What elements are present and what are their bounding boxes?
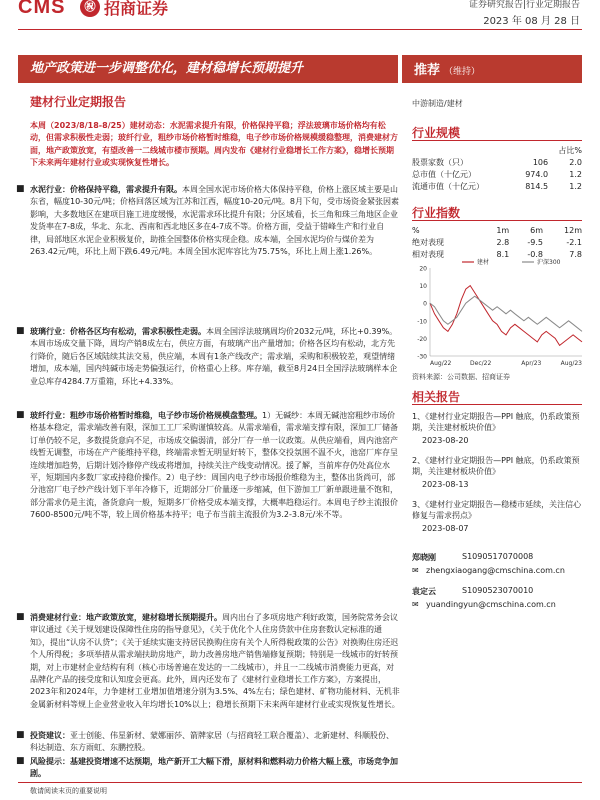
analyst-email-2[interactable]: yuandingyun@cmschina.com.cn: [426, 600, 556, 609]
y-tick-label: 10: [419, 283, 427, 291]
related-report-2[interactable]: 2、《建材行业定期报告—PPI 触底，仍系政策预期，关注建材板块价值》: [412, 456, 580, 476]
y-tick-label: 20: [419, 265, 427, 273]
table-row: 股票家数（只） 106 2.0: [412, 157, 582, 167]
table-row: 绝对表现 2.8 -9.5 -2.1: [412, 237, 582, 247]
footer-note: 敬请阅读末页的重要说明: [30, 787, 107, 795]
logo-cn: 招商证券: [104, 0, 169, 18]
y-tick-label: -10: [417, 318, 427, 326]
section-title-related: 相关报告: [412, 390, 461, 404]
section-divider: [412, 404, 582, 405]
analyst-email-1[interactable]: zhengxiaogang@cmschina.com.cn: [426, 566, 565, 575]
table-row: 总市值（十亿元） 974.0 1.2: [412, 169, 582, 179]
report-date: 2023 年 08 月 28 日: [483, 16, 580, 27]
related-date-2: 2023-08-13: [422, 480, 469, 489]
paragraph-cement: 水泥行业：价格保持平稳，需求提升有限。本周全国水泥市场价格大体保持平稳，价格上涨区域主要是山东省，幅度10-30元/吨；价格回落区域为江苏和江西，幅度10-20元/吨。8月下旬，受市场资金紧张因素影响，大多数地区在建项目施工进度缓慢，水泥需求环比提升有限；分区域看，长三角和珠三角地区企业发货率在7-8成，华北、东北、西南和西北地区多在4-7成不等。价格方面，受益于错峰生产和行业自律，局部地区水泥企业积极复价，助推全国整体价格实现企稳。成本端，全国水泥均价与煤价差为263.42元/吨，环比上周下跌6.49元/吨。本周全国水泥库容比为75.75%，环比上周上涨1.26%。: [30, 185, 399, 257]
analyst-id-2: S1090523070010: [462, 586, 534, 595]
section-title-scale: 行业规模: [412, 126, 461, 140]
related-date-3: 2023-08-07: [422, 524, 469, 533]
bullet-icon: ■: [16, 612, 25, 622]
report-type: 证券研究报告|行业定期报告: [468, 0, 580, 10]
company-logo: [18, 0, 168, 20]
related-report-3[interactable]: 3、《建材行业定期报告—稳楼市延续，关注信心修复与需求拐点》: [412, 500, 582, 520]
scale-table: 占比% 股票家数（只） 106 2.0 总市值（十亿元） 974.0 1.2 流通市值（十亿元） 814.5 1.2: [412, 145, 582, 191]
x-tick-label: Apr/23: [521, 360, 542, 367]
y-tick-label: 0: [423, 300, 427, 308]
bullet-icon: ■: [16, 326, 25, 336]
bullet-icon: ■: [16, 756, 25, 766]
paragraph-glass: 玻璃行业：价格各区均有松动，需求积极性走弱。本周全国浮法玻璃周均价2032元/吨，环比+0.39%。本周市场成交量下降，周均产销8成左右，供应方面，有玻璃产出产量增加；价格各区均有松动，北方先行降价，随后各区域陆续其法交易，供应端，本周有1条产线改产；需求端，采购和积极较差，观望情绪增加，成本端，国内纯碱市场走势偏强运行，价格重心上移。库存端，截至8月24日全国浮法玻璃样本企业总库存4284.7万重箱，环比+4.33%。: [30, 327, 398, 386]
rating-sub: （维持）: [444, 67, 481, 77]
analyst-name-1: 郑晓刚: [412, 553, 436, 562]
bullet-icon: ■: [16, 184, 25, 194]
chart-source: 资料来源：公司数据、招商证券: [412, 373, 510, 381]
section-title-index: 行业指数: [412, 206, 461, 220]
series-line-hs300: [430, 296, 582, 331]
logo-badge: ㊗: [80, 0, 100, 17]
paragraph-risk: 风险提示：基建投资增速不达预期，地产新开工大幅下滑，原材料和燃料动力价格大幅上涨，市场竞争加剧。: [30, 757, 398, 779]
analyst-id-1: S1090517070008: [462, 552, 534, 561]
x-tick-label: Aug/23: [560, 360, 582, 367]
index-chart: [412, 256, 587, 371]
rating: 推荐: [414, 63, 441, 78]
related-date-1: 2023-08-20: [422, 436, 469, 445]
paragraph-fiberglass: 玻纤行业：粗纱市场价格暂时维稳，电子纱市场价格规模盘整理。1）无碱纱：本周无碱池窑粗纱市场价格基本稳定，需求端改善有限，深加工工厂采购谨慎较高。从需求端看，需求端支撑有限，深加工厂储备订单仍较不足，多数提货意向不足，市场成交偏弱清，部分厂存一单一议政策。从供应端看，周内池窑产线暂无调整，市场在产产能维持平稳，终端需求暂无明显好转下，整体交投氛围不温不火，池窑厂库存呈连续增加趋势，后期计划冷修停产线或将增加，持续关注产线变动情况。援了解，当前库存仍处高位水平，短期国内多数厂家或持稳价操作。2）电子纱：周国内电子纱市场报价维稳为主，整体出货尚可，部分池窑厂电子纱产线计划下半年冷修下，近期部分厂价量逐一步缩减，但下游加工厂新单跟进量不饱和，部分需求仍是主流，备货意向一般，短期多厂价格受成本端支撑，大概率趋稳运行。本周电子纱主流报价7600-8500元/吨不等，较上周价格基本持平；电子布当前主流报价为3.2-3.8元/米不等。: [30, 411, 398, 520]
paragraph-consumer: 消费建材行业：地产政策放宽，建材稳增长预期提升。周内出台了多项房地产利好政策，国务院常务会议审议通过《关于规划建设保障性住房的指导意见》，《关于优化个人住房贷款中住房套数认定标准的通知》，提出“认房不认贷”；《关于延续实施支持居民换购住房有关个人所得税政策的公告》对换购住房还迟个人所得税；多项举措从需求端扶助房地产，助力改善房地产销售端修复预期；特别是一线城市的好转预期，对上市建材企业结构有利（核心市场普遍在发达的一二线城市），并且一二线城市消费能力更高，对品牌化产品的接受度和认知度会更高。此外，周内还发布了《建材行业稳增长工作方案》，方案提出，2023年和2024年，力争建材工业增加值增速分别为3.5%、4%左右；绿色建材、矿物功能材料、无机非金属新材料等规上企业营业收入年均增长10%以上；稳增长预期下未来两年建材行业或实现恢复性增长。: [30, 613, 400, 709]
paragraph-investment: 投资建议：亚士创能、伟星新材、蒙娜丽莎、箭牌家居（与招商轻工联合覆盖）、北新建材、科顺股份、科达制造、东方雨虹、东鹏控股。: [30, 731, 394, 753]
email-icon: ✉: [412, 566, 419, 575]
table-row: 相对表现 8.1 -0.8 7.8: [412, 249, 582, 259]
report-subtitle: 建材行业定期报告: [30, 95, 127, 109]
report-title: 地产政策进一步调整优化，建材稳增长预期提升: [18, 55, 398, 83]
bullet-icon: ■: [16, 410, 25, 420]
x-tick-label: Aug/22: [430, 360, 452, 367]
analyst-name-2: 袁定云: [412, 587, 436, 596]
logo-text: CMS: [18, 0, 66, 18]
legend-label: 沪深300: [537, 259, 561, 266]
related-report-1[interactable]: 1、《建材行业定期报告—PPI 触底，仍系政策预期，关注建材板块价值》: [412, 412, 580, 432]
section-divider: [412, 140, 582, 141]
y-tick-label: -30: [417, 353, 427, 361]
legend-label: 建材: [477, 259, 490, 266]
index-table: % 1m 6m 12m 绝对表现 2.8 -9.5 -2.1 相对表现 8.1 -0.8 7.8: [412, 225, 582, 259]
header-divider: [18, 29, 582, 30]
y-tick-label: -20: [417, 335, 427, 343]
x-tick-label: Dec/22: [470, 360, 492, 367]
email-icon: ✉: [412, 600, 419, 609]
industry-label: 中游制造/建材: [412, 99, 463, 108]
footer-divider: [18, 782, 582, 783]
section-divider: [412, 220, 582, 221]
bullet-icon: ■: [16, 730, 25, 740]
rating-box: [402, 55, 582, 83]
series-line-jiancai: [430, 286, 582, 346]
table-row: 流通市值（十亿元） 814.5 1.2: [412, 181, 582, 191]
summary-text: 本周（2023/8/18-8/25）建材动态：水泥需求提升有限，价格保持平稳；浮法玻璃市场价格均有松动，但需求积极性走弱；玻纤行业，粗纱市场价格暂时维稳，电子纱市场价格规模缓稳整理，消费建材方面，地产政策放宽，有望改善一二线城市楼市预期。周内发布《建材行业稳增长工作方案》，稳增长预期下未来两年建材行业或实现恢复性增长。: [30, 121, 398, 168]
